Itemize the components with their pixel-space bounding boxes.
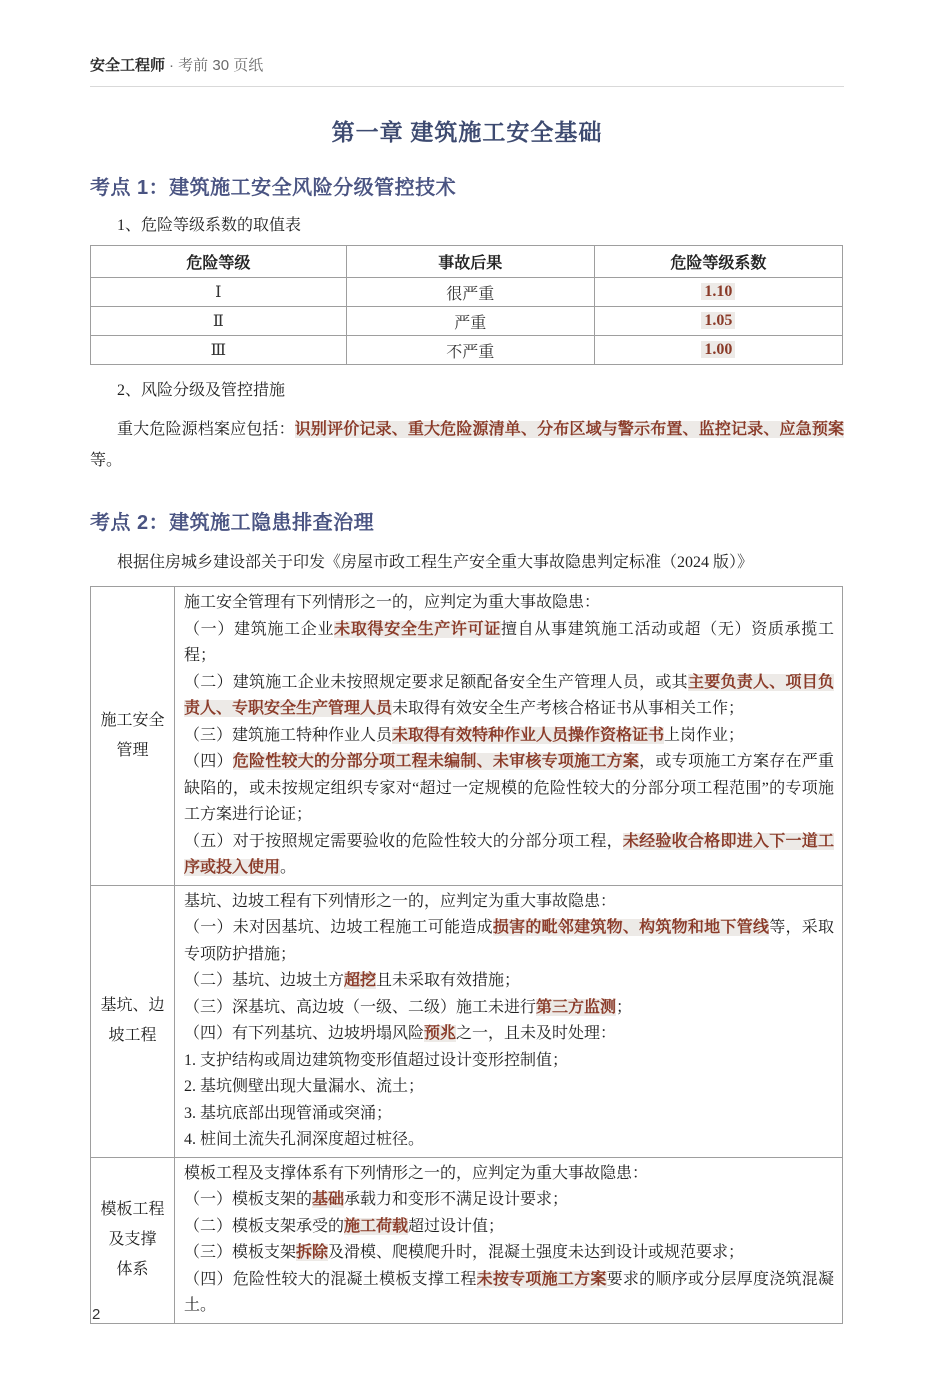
highlighted-text: 第三方监测 xyxy=(536,998,617,1016)
criteria-paragraph xyxy=(184,995,834,1022)
risk-table-header-row xyxy=(91,246,843,278)
criteria-paragraph xyxy=(184,1127,834,1154)
section-heading-kaodian1: 考点 1：建筑施工安全风险分级管控技术 xyxy=(90,177,457,199)
factor-value: 1.10 xyxy=(701,283,735,300)
highlighted-text: 损害的毗邻建筑物、构筑物和地下管线 xyxy=(492,919,770,936)
category-label-cell xyxy=(91,1157,175,1323)
risk-table-header-level: 危险等级 xyxy=(91,246,347,278)
page-number: 2 xyxy=(92,1306,101,1323)
text-run: （四）危险性较大的混凝土模板支撑工程 xyxy=(184,1270,477,1288)
standard-intro-paragraph: 根据住房城乡建设部关于印发《房屋市政工程生产安全重大事故隐患判定标准（2024 版）》 xyxy=(117,554,754,571)
text-run: 2. 基坑侧壁出现大量漏水、流土； xyxy=(184,1078,425,1095)
header-brand: 安全工程师 xyxy=(90,57,166,74)
text-run: （二）基坑、边坡土方 xyxy=(184,972,345,989)
highlighted-text: 主要负责人、项目负责人、专职安全生产管理人员 xyxy=(184,673,834,717)
text-run: （一）未对因基坑、边坡工程施工可能造成 xyxy=(184,919,493,936)
category-label-line: 坡工程 xyxy=(108,1027,157,1044)
text-run: 要求的顺序或分层厚度浇筑混凝土。 xyxy=(184,1270,834,1314)
criteria-paragraph xyxy=(184,1267,834,1320)
criteria-paragraph xyxy=(184,915,834,968)
risk-level-cell: Ⅲ xyxy=(91,336,347,365)
highlighted-text: 未按专项施工方案 xyxy=(476,1270,607,1288)
text-run: 擅自从事建筑施工活动或超（无）资质承揽工程； xyxy=(184,620,834,664)
text-run: （二）建筑施工企业未按照规定要求足额配备安全生产管理人员，或其 xyxy=(184,673,688,691)
factor-cell xyxy=(594,307,842,336)
factor-value: 1.00 xyxy=(701,341,735,358)
text-run: 未取得有效安全生产考核合格证书从事相关工作； xyxy=(392,700,745,717)
category-label-line: 及支撑 xyxy=(108,1231,157,1248)
hidden-danger-table xyxy=(90,586,843,1324)
criteria-paragraph xyxy=(184,829,834,882)
risk-table-header-factor: 危险等级系数 xyxy=(594,246,842,278)
category-label-line: 模板工程 xyxy=(100,1201,165,1218)
text-run: ，或专项施工方案存在严重缺陷的，或未按规定组织专家对“超过一定规模的危险性较大的分部分项工程范围”的专项施工方案进行论证； xyxy=(184,753,834,823)
risk-table-row xyxy=(91,307,843,336)
list-item-risk-control-title: 2、风险分级及管控措施 xyxy=(117,382,286,399)
text-run: 且未采取有效措施； xyxy=(376,972,521,989)
risk-factor-table xyxy=(90,245,843,365)
highlighted-text: 预兆 xyxy=(424,1025,457,1042)
criteria-paragraph xyxy=(184,1161,834,1188)
text-run: 承载力和变形不满足设计要求； xyxy=(344,1191,569,1208)
category-label-line: 管理 xyxy=(116,741,149,759)
text-run: （二）模板支架承受的 xyxy=(184,1217,345,1235)
highlighted-text: 未经验收合格即进入下一道工序或投入使用 xyxy=(184,832,834,876)
criteria-paragraph xyxy=(184,617,834,670)
criteria-paragraph xyxy=(184,1074,834,1101)
criteria-paragraph xyxy=(184,590,834,617)
factor-cell xyxy=(594,278,842,307)
text-run: 模板工程及支撑体系有下列情形之一的，应判定为重大事故隐患： xyxy=(184,1164,649,1182)
hazard-archive-paragraph xyxy=(90,414,844,476)
factor-cell xyxy=(594,336,842,365)
text-run: 基坑、边坡工程有下列情形之一的，应判定为重大事故隐患： xyxy=(184,892,617,910)
criteria-paragraph xyxy=(184,1101,834,1128)
risk-table-header-consequence: 事故后果 xyxy=(346,246,594,278)
text-run: （三）模板支架 xyxy=(184,1244,297,1261)
text-run: （三）建筑施工特种作业人员 xyxy=(184,726,393,744)
text-run: 重大危险源档案应包括： xyxy=(117,421,295,438)
highlighted-text: 施工荷载 xyxy=(344,1217,409,1235)
hidden-danger-table-row xyxy=(91,1157,843,1323)
criteria-paragraph xyxy=(184,889,834,916)
highlighted-text: 识别评价记录、重大危险源清单、分布区域与警示布置、监控记录、应急预案 xyxy=(294,421,844,438)
text-run: 1. 支护结构或周边建筑物变形值超过设计变形控制值； xyxy=(184,1051,569,1069)
text-run: 4. 桩间土流失孔洞深度超过桩径。 xyxy=(184,1131,425,1148)
criteria-paragraph xyxy=(184,1048,834,1075)
category-label-line: 施工安全 xyxy=(100,711,165,729)
highlighted-text: 基础 xyxy=(312,1191,345,1208)
text-run: 3. 基坑底部出现管涌或突涌； xyxy=(184,1104,393,1122)
factor-value: 1.05 xyxy=(701,312,735,329)
text-run: 超过设计值； xyxy=(408,1217,505,1235)
text-run: 等。 xyxy=(90,452,123,469)
criteria-content-cell xyxy=(175,885,843,1157)
highlighted-text: 未取得有效特种作业人员操作资格证书 xyxy=(392,726,665,744)
category-label-line: 体系 xyxy=(116,1261,149,1278)
text-run: （四） xyxy=(184,753,233,770)
text-run: （一）建筑施工企业 xyxy=(184,620,335,638)
text-run: ； xyxy=(616,998,633,1016)
hidden-danger-table-row xyxy=(91,885,843,1157)
text-run: （五）对于按照规定需要验收的危险性较大的分部分项工程， xyxy=(184,832,623,850)
section-heading-kaodian2: 考点 2：建筑施工隐患排查治理 xyxy=(90,512,375,534)
criteria-content-cell xyxy=(175,587,843,886)
criteria-content-cell xyxy=(175,1157,843,1323)
page-header xyxy=(90,56,844,87)
criteria-paragraph xyxy=(184,670,834,723)
risk-level-cell: Ⅰ xyxy=(91,278,347,307)
criteria-paragraph xyxy=(184,1214,834,1241)
criteria-paragraph xyxy=(184,1240,834,1267)
text-run: 。 xyxy=(280,859,297,876)
text-run: 施工安全管理有下列情形之一的，应判定为重大事故隐患： xyxy=(184,594,601,611)
consequence-cell: 不严重 xyxy=(346,336,594,365)
consequence-cell: 严重 xyxy=(346,307,594,336)
category-label-cell xyxy=(91,587,175,886)
text-run: 上岗作业； xyxy=(664,726,745,744)
risk-level-cell: Ⅱ xyxy=(91,307,347,336)
criteria-paragraph xyxy=(184,1021,834,1048)
text-run: （一）模板支架的 xyxy=(184,1191,313,1208)
criteria-paragraph xyxy=(184,1187,834,1214)
highlighted-text: 拆除 xyxy=(296,1244,329,1261)
text-run: （三）深基坑、高边坡（一级、二级）施工未进行 xyxy=(184,998,537,1016)
category-label-line: 基坑、边 xyxy=(100,997,165,1014)
text-run: （四）有下列基坑、边坡坍塌风险 xyxy=(184,1025,425,1042)
risk-table-row xyxy=(91,278,843,307)
text-run: 及滑模、爬模爬升时，混凝土强度未达到设计或规范要求； xyxy=(328,1244,745,1261)
list-item-risk-factor-table-title: 1、危险等级系数的取值表 xyxy=(117,217,302,234)
risk-table-row xyxy=(91,336,843,365)
highlighted-text: 未取得安全生产许可证 xyxy=(334,620,501,638)
criteria-paragraph xyxy=(184,968,834,995)
highlighted-text: 危险性较大的分部分项工程未编制、未审核专项施工方案 xyxy=(232,753,640,770)
highlighted-text: 超挖 xyxy=(344,972,377,989)
text-run: 等，采取专项防护措施； xyxy=(184,919,834,963)
text-run: 之一，且未及时处理： xyxy=(456,1025,617,1042)
document-page xyxy=(0,56,950,1389)
header-subtitle: · 考前 30 页纸 xyxy=(169,57,264,74)
criteria-paragraph xyxy=(184,723,834,750)
chapter-title: 第一章 建筑施工安全基础 xyxy=(331,120,603,145)
category-label-cell xyxy=(91,885,175,1157)
consequence-cell: 很严重 xyxy=(346,278,594,307)
criteria-paragraph xyxy=(184,749,834,829)
hidden-danger-table-row xyxy=(91,587,843,886)
